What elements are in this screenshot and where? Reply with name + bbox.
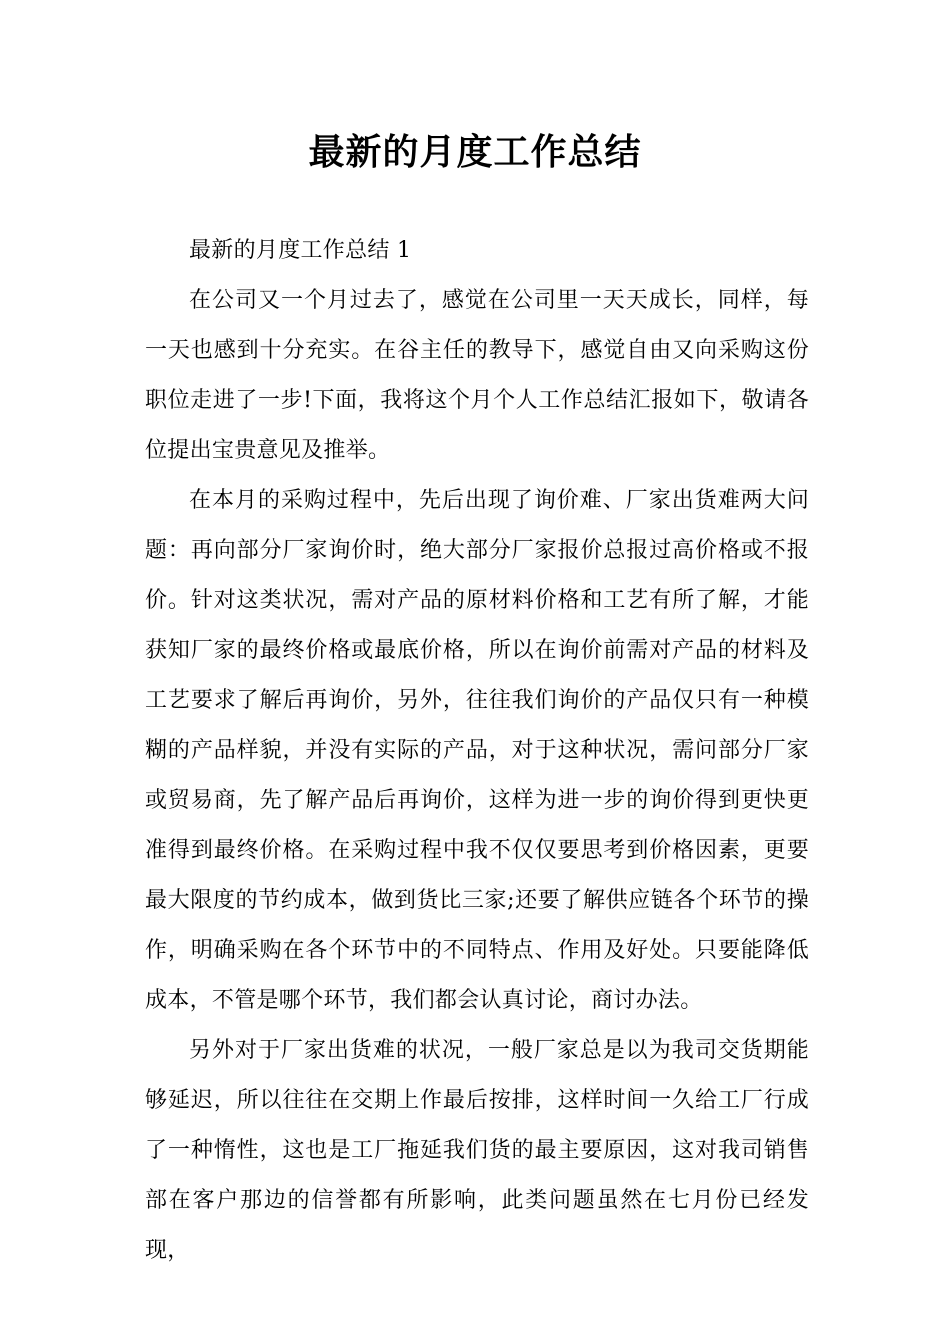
- paragraph-3: 另外对于厂家出货难的状况，一般厂家总是以为我司交货期能够延迟，所以往往在交期上作最后按排，这样时间一久给工厂行成了一种惰性，这也是工厂拖延我们货的最主要原因，这对我司销售部在客户那边的信誉都有所影响，此类问题虽然在七月份已经发现，: [145, 1038, 809, 1263]
- document-body: [145, 226, 809, 1276]
- paragraph-1: 在公司又一个月过去了，感觉在公司里一天天成长，同样，每一天也感到十分充实。在谷主任的教导下，感觉自由又向采购这份职位走进了一步!下面，我将这个月个人工作总结汇报如下，敬请各位提出宝贵意见及推举。: [145, 288, 809, 463]
- section-heading: 最新的月度工作总结 1: [189, 238, 412, 263]
- paragraph-2: 在本月的采购过程中，先后出现了询价难、厂家出货难两大问题：再向部分厂家询价时，绝大部分厂家报价总报过高价格或不报价。针对这类状况，需对产品的原材料价格和工艺有所了解，才能获知厂家的最终价格或最底价格，所以在询价前需对产品的材料及工艺要求了解后再询价，另外，往往我们询价的产品仅只有一种模糊的产品样貌，并没有实际的产品，对于这种状况，需问部分厂家或贸易商，先了解产品后再询价，这样为进一步的询价得到更快更准得到最终价格。在采购过程中我不仅仅要思考到价格因素，更要最大限度的节约成本，做到货比三家;还要了解供应链各个环节的操作，明确采购在各个环节中的不同特点、作用及好处。只要能降低成本，不管是哪个环节，我们都会认真讨论，商讨办法。: [145, 488, 809, 1013]
- document-title: 最新的月度工作总结: [308, 132, 642, 173]
